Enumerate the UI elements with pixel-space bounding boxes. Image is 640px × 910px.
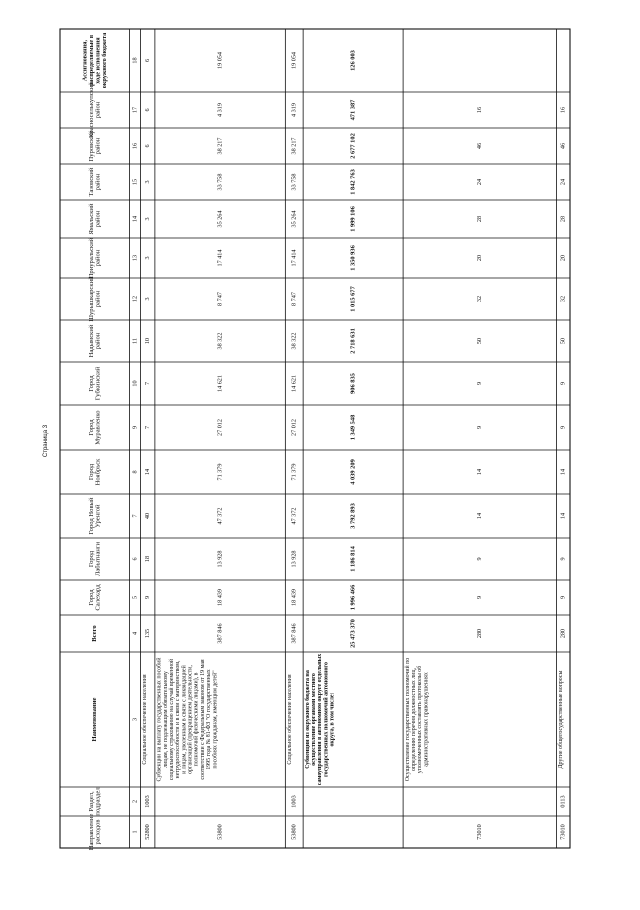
row-name: округа, в том числе: [329,692,336,747]
table-cell: 20 [476,254,484,262]
table-cell: 71 379 [290,463,298,481]
table-cell: 3 [144,217,152,221]
table-cell: 387 846 [216,623,224,644]
row-name: и лицам, уволенным в связи с ликвидацией [181,665,188,774]
table-cell: 16 [476,106,484,114]
table-cell: 387 846 [290,623,298,644]
table-cell: 9 [476,381,484,386]
table-cell: 9 [476,557,484,561]
table-cell: 6 [144,144,152,148]
column-header: Шурышкарский [87,276,95,322]
table-cell: 1 842 763 [349,169,357,195]
table-cell: 18 [144,555,152,563]
column-number: 2 [131,799,139,804]
table-cell: 1 349 548 [349,414,357,441]
column-number: 3 [131,717,139,722]
table-cell: 9 [559,425,567,430]
row-name: самоуправления в автономном округе отдельных [317,653,324,786]
row-name: соответствии с Федеральным законом от 19 мая [199,659,206,780]
table-cell: 19 054 [216,51,224,70]
page-number-label: Страница 3 [43,424,49,458]
table-cell: 18 439 [290,588,298,607]
table-cell: 471 387 [349,99,357,121]
table-cell: 14 [144,468,152,476]
table-cell: 4 319 [290,103,298,117]
column-number: 15 [131,178,139,186]
table-cell: 14 [476,468,484,476]
row-name: организаций (прекращением деятельности, [187,665,194,774]
column-number: 18 [131,57,139,64]
table-cell: 126 003 [349,50,357,71]
table-cell: 9 [144,595,152,600]
row-name: Субвенции из окружного бюджета на [304,670,311,769]
row-name: административных правонарушениях [423,672,430,767]
column-header: Уренгой [94,504,102,528]
row-name: уполномоченных составлять протоколы об [417,665,424,774]
table-cell: 13 928 [216,550,224,568]
table-cell: 16 [559,106,567,114]
column-number: 8 [131,470,139,474]
table-cell: 38 217 [216,137,224,155]
column-header: Ассигнования, [81,39,89,82]
table-cell: 6 [144,108,152,112]
column-number: 1 [131,830,139,834]
column-header: Город [87,550,95,568]
table-cell: 9 [559,381,567,386]
table-body [60,29,570,850]
table-cell: 4 039 209 [349,459,357,485]
column-header: Салехард [94,584,102,611]
column-header: Надымский [87,324,95,358]
table-cell: 14 621 [290,374,298,393]
column-header: Наименование [91,697,99,742]
table-cell: 13 928 [290,550,298,568]
column-header: район [94,137,102,155]
table-cell: 9 [559,557,567,561]
column-header: Город Новый [87,497,95,535]
table-cell: 17 414 [216,249,224,267]
table-cell: 8 747 [290,292,298,306]
table-cell: 28 [559,215,567,223]
table-cell: 2 718 631 [349,328,357,354]
column-header: Приуральский [87,237,95,279]
table-cell: 14 [559,468,567,476]
table-cell: 71 379 [216,463,224,481]
row-name: определению перечня должностных лиц, [410,668,417,771]
column-header: район [94,173,102,191]
column-header: Ямальский [87,203,95,235]
column-header: Муравленко [94,410,102,445]
table-cell: 24 [476,178,484,186]
table-cell: 47 372 [290,507,298,525]
table-cell: 18 439 [216,588,224,607]
column-header: Губкинский [94,366,102,401]
column-header: район [94,210,102,228]
column-number: 16 [131,142,139,150]
table-cell: 27 012 [290,418,298,437]
table-cell: 53800 [216,824,224,840]
column-header: Красноселькупский [87,82,95,138]
row-name: Другие общегосударственные вопросы [558,670,565,769]
table-cell: 32 [559,295,567,303]
column-header: окружного бюджета [100,32,108,89]
table-cell: 33 758 [290,173,298,191]
column-header: распределяемые в [87,34,95,87]
column-header: Город [87,463,95,481]
table-cell: 1 186 814 [349,546,357,572]
column-number: 7 [131,514,139,518]
table-cell: 14 [476,512,484,520]
table-cell: 40 [144,512,152,520]
table-cell: 28 [476,215,484,223]
table-cell: 0113 [559,795,567,808]
table-cell: 33 758 [216,173,224,191]
table-cell: 1 996 466 [349,584,357,611]
row-name: лицам, не подлежащим обязательному [162,671,169,768]
row-name: 1995 года № 81-ФЗ "О государственных [206,669,213,770]
table-cell: 47 372 [216,507,224,525]
table-cell: 3 [144,297,152,301]
table-cell: 10 [144,337,152,345]
table-cell: 53800 [290,824,298,840]
table-cell: 9 [476,425,484,430]
table-cell: 280 [476,628,484,639]
table-cell: 6 [144,58,152,63]
column-number: 14 [131,215,139,223]
row-name: нетрудоспособности и в связи с материнством, [175,660,182,779]
table-cell: 14 [559,512,567,520]
table-cell: 3 [144,180,152,184]
table-cell: 35 264 [216,210,224,228]
table-cell: 38 217 [290,137,298,155]
column-number: 10 [131,380,139,387]
table-cell: 20 [559,254,567,262]
column-header: подраздел [94,787,102,816]
table-cell: 50 [476,337,484,345]
row-name: Социальное обеспечение населения [287,674,294,765]
column-header: Город [87,375,95,392]
table-cell: 27 012 [216,418,224,437]
column-number: 5 [131,595,139,600]
table-cell: 32 [476,295,484,303]
column-number: 6 [131,557,139,561]
column-header: Всего [91,625,99,642]
table-cell: 38 322 [216,332,224,350]
table-cell: 38 322 [290,332,298,350]
row-name: государственных полномочий автономного [323,662,330,777]
column-header: Лабытнанги [94,541,102,577]
column-header: район [94,332,102,350]
table-cell: 906 835 [349,373,357,394]
row-name: Социальное обеспечение населения [142,674,149,765]
column-header: Пуровский [87,130,95,162]
column-header: расходов [94,819,102,845]
table-cell: 25 473 370 [349,619,357,648]
column-number: 17 [131,106,139,114]
row-name: Осуществление государственных полномочий по [404,657,411,782]
table-cell: 35 264 [290,210,298,228]
column-header: район [94,249,102,267]
column-header: район [94,101,102,119]
table-cell: 4 319 [216,103,224,117]
column-number: 4 [131,631,139,636]
table-cell: 1 350 936 [349,245,357,271]
column-header: Ноябрьск [94,458,102,486]
table-cell: 50 [559,337,567,345]
row-name: полномочий физическими лицами), в [193,672,200,767]
row-name: осуществление органами местного [311,673,318,766]
table-cell: 135 [144,628,152,639]
table-cell: 46 [559,142,567,150]
column-header: Город [87,419,95,436]
column-header: ходе исполнения [94,37,102,84]
column-number: 13 [131,254,139,262]
column-number: 9 [131,425,139,430]
table-cell: 17 414 [290,249,298,267]
row-name: пособиях гражданам, имеющим детей" [212,670,219,769]
column-header: район [94,290,102,308]
table-cell: 1003 [290,795,298,808]
table-cell: 8 747 [216,292,224,306]
table-cell: 52800 [144,824,152,840]
table-cell: 1003 [144,795,152,808]
row-name: Субвенции на выплату государственных пособий [156,657,163,782]
table-cell: 9 [559,595,567,600]
table-cell: 9 [476,595,484,600]
table-cell: 73010 [559,824,567,840]
column-header: Раздел, [87,791,95,812]
table-cell: 24 [559,178,567,186]
column-header: Направление [87,813,95,851]
table-cell: 3 792 893 [349,503,357,529]
table-cell: 7 [144,425,152,430]
table-cell: 14 621 [216,374,224,393]
column-header: Тазовский [87,167,95,197]
table-cell: 46 [476,142,484,150]
table-cell: 2 677 102 [349,133,357,159]
table-cell: 73010 [476,824,484,840]
column-number: 12 [131,295,139,303]
table-cell: 19 054 [290,51,298,70]
table-cell: 3 [144,256,152,260]
table-cell: 1 015 677 [349,286,357,312]
column-number: 11 [131,338,139,344]
table-cell: 280 [559,628,567,639]
table-cell: 7 [144,381,152,386]
table-cell: 1 999 106 [349,206,357,232]
column-header: Город [87,589,95,606]
row-name: социальному страхованию на случай временной [168,658,175,781]
